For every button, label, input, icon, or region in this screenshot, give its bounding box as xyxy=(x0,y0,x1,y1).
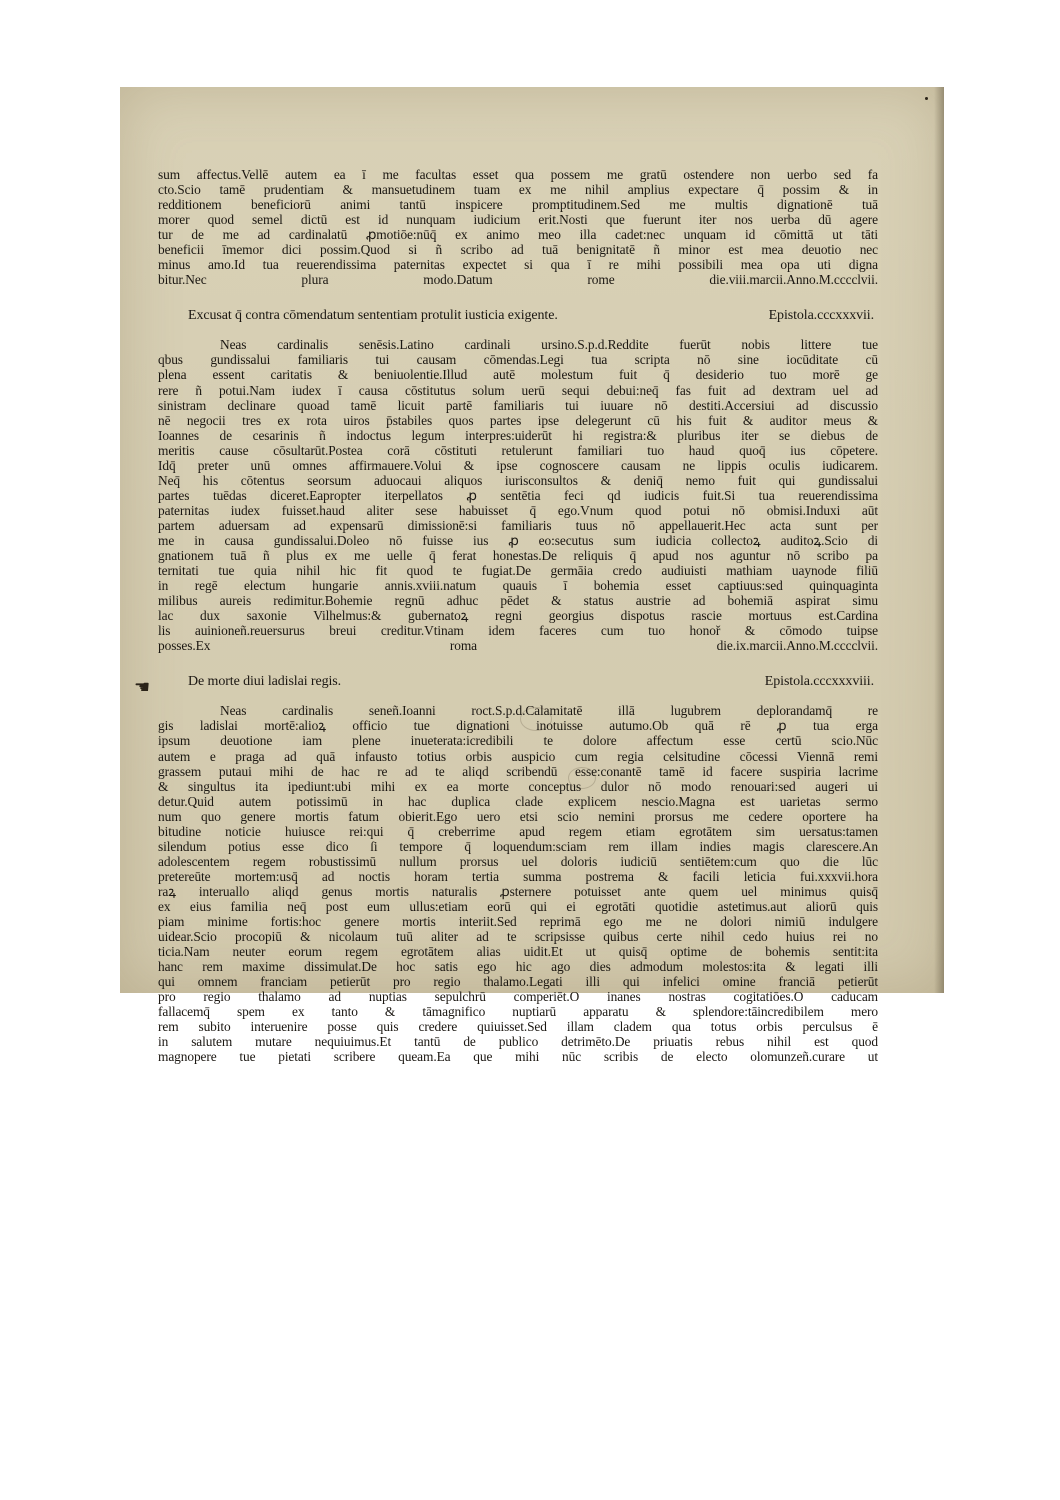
text-line: ex eius familia neq̄ post eum ullus:etiam eorū qui ei egrotāti quotidie astetimus.aut aliorū quis xyxy=(158,898,878,914)
manicule-mark: ☚ xyxy=(134,677,151,698)
text-line: bitudine noticie huiusce rei:qui q̄ creberrime apud regem etiam egrotātem sim uersatus:tamen xyxy=(158,823,878,839)
text-line: morer quod semel dictū est id nunquam iudicium erit.Nosti que fuerunt iter nos uerba dū agere xyxy=(158,212,878,228)
text-line: sinistram declinare quoad tamē licuit partē familiaris tui iuuare nō destiti.Accersiui ad discussio xyxy=(158,397,878,413)
text-line: gis ladislai mortē:alioꝝ officio tue dignationi inotuisse autumo.Ob quā rē ꝓ tua erga xyxy=(158,718,878,734)
text-line: cto.Scio tamē prudentiam & mansuetudinem tuam ex me nihil amplius expectare q̄ possim & in xyxy=(158,182,878,198)
text-line: rem subito interuenire posse quis credere quiuisset.Sed illam cladem qua totus orbis perculsus ē xyxy=(158,1019,878,1035)
epistle-337-body xyxy=(158,337,878,653)
text-line: autem e praga ad quā infausto totius orbis auspicio cum regia celsitudine cōcessi Viennā remi xyxy=(158,748,878,764)
text-line: Neq̄ his cōtentus seorsum aduocaui aliquos iurisconsultos & deniq̄ nemo fuit qui gundissalui xyxy=(158,472,878,488)
text-line: lis auinioneñ.reuersurus breui creditur.Vtinam idem faceres cum tuo honoř & cōmodo tuipse xyxy=(158,623,878,639)
text-line: meritis cause cōsultarūt.Postea corā cōstituti retulerunt familiari tuo haud quoq̄ ius cōpetere. xyxy=(158,442,878,458)
text-line: Neas cardinalis seneñ.Ioanni roct.S.p.d.Calamitatē illā lugubrem deplorandamq̄ re xyxy=(220,703,878,719)
epistle-number: Epistola.cccxxxviii. xyxy=(764,674,874,690)
text-line: gnationem tuā ñ plus ex me uelle q̄ ferat honestas.De reliquis q̄ apud nos aguntur nō scribo pa xyxy=(158,548,878,564)
text-line: ticia.Nam neuter eorum regem egrotātem alias uidit.Et ut quisq̄ optime de bohemis sentit:ita xyxy=(158,944,878,960)
text-line: ternitati tue quia nihil hic fit quod te fugiat.De germāia credo audiuisti mathiam uaynode filiū xyxy=(158,563,878,579)
text-line: beneficii īmemor dici possim.Quod si ñ scribo ad tuā benignitatē ñ minor est mea deuotio nec xyxy=(158,242,878,258)
text-line: paternitas iudex fuisset.haud aliter sese habuisset q̄ ego.Vnum quod potui nō obmisi.Induxi aūt xyxy=(158,502,878,518)
section-heading-1 xyxy=(158,295,878,323)
text-line: & singultus ita ipediunt:ubi mihi ex ea morte conceptus dulor nō modo renouari:sed augeri ui xyxy=(158,778,878,794)
text-line: uidear.Scio procopiū & nicolaum tuū aliter ad te scripsisse quibus certe nihil cedo huius rei no xyxy=(158,929,878,945)
text-line: raꝝ interuallo aliqd genus mortis naturalis ꝓsternere potuisset ante quem uel minimus quisq̄ xyxy=(158,883,878,899)
epistle-338-body xyxy=(158,703,878,1064)
text-line: partes tuēdas diceret.Eapropter iterpellatos ꝓ sentētia feci qd iudicis fuit.Si tua reuerendissima xyxy=(158,487,878,503)
text-line: pretereūte mortem:usq̄ ad noctis horam tertia summa postrema & facili leticia fui.xxxvii.hora xyxy=(158,868,878,884)
text-line: rere ñ potui.Nam iudex ī causa cōstitutus solum uerū sequi debui:neq̄ fas fuit ad dextram uel ad xyxy=(158,382,878,398)
text-line: in salutem mutare nequiuimus.Et tantū de publico detrimēto.De priuatis rebus nihil est quod xyxy=(158,1034,878,1050)
text-line: grassem putaui mihi de hac re ad te aliqd scribendū esse:conantē tamē id facere suspiria lacrime xyxy=(158,763,878,779)
section-heading-2 xyxy=(158,661,878,689)
text-line: detur.Quid autem potissimū in hac duplica clade explicem nescio.Magna est uarietas sermo xyxy=(158,793,878,809)
text-line: silendum potius esse dico ſi tempore q̄ loquendum:sciam rem illam indies magis clarescere.An xyxy=(158,838,878,854)
text-line: adolescentem regem robustissimū nullum prorsus uel doloris iudiciū sentiētem:cum quo die lūc xyxy=(158,853,878,869)
epistle-number: Epistola.cccxxxvii. xyxy=(768,308,874,324)
text-line: minus amo.Id tua reuerendissima paternitas expectet si qua ī re mihi possibili mea opa uti digna xyxy=(158,257,878,273)
text-line: me in causa gundissalui.Doleo nō fuisse ius ꝓ eo:secutus sum iudicia collectoꝝ auditoꝝ.Scio di xyxy=(158,532,878,548)
text-line: in regē electum hungarie annis.xviii.natum quauis ī bohemia esset captiuus:sed quinquaginta xyxy=(158,578,878,594)
text-line: num quo genere mortis fatum obierit.Ego uero etsi scio nemini prorsus me cedere oportere ha xyxy=(158,808,878,824)
text-line: Ioannes de cesarinis ñ indoctus legum interpres:uiderūt hi registra:& pluribus iter se diebus de xyxy=(158,427,878,443)
heading-title: Excusat q̄ contra cōmendatum sententiam protulit iusticia exigente. xyxy=(188,308,558,324)
text-line: posses.Ex roma die.ix.marcii.Anno.M.cccclvii. xyxy=(158,638,878,654)
text-line: sum affectus.Vellē autem ea ī me facultas esset qua possem me gratū ostendere non uerbo sed fa xyxy=(158,167,878,182)
text-line: magnopere tue pietati scribere queam.Ea que mihi nūc scribis de electo olomunzeñ.curare ut xyxy=(158,1049,878,1065)
text-line: piam minime fortis:hoc genere mortis interiit.Sed reprimā ego me ne dolori nimiū indulgere xyxy=(158,914,878,930)
text-line: pro regio thalamo ad nuptias sepulchrū comperiēt.O inanes nostras cogitatiōes.O caducam xyxy=(158,989,878,1005)
text-line: Neas cardinalis senēsis.Latino cardinali ursino.S.p.d.Reddite fuerūt nobis littere tue xyxy=(220,337,878,353)
text-line: Idq̄ preter unū omnes affirmauere.Volui & ipse cognoscere causam ne lippis oculis iudicarem. xyxy=(158,457,878,473)
text-line: bitur.Nec plura modo.Datum rome die.viii.marcii.Anno.M.cccclvii. xyxy=(158,272,878,288)
text-line: plena essent caritatis & beniuolentie.Illud autē molestum fuit q̄ desiderio tuo morē ge xyxy=(158,367,878,383)
ink-dot xyxy=(925,97,928,100)
text-block xyxy=(158,167,878,1064)
text-line: ipsum deuotione iam plene inueterata:icredibili te dolore affectum esse certū scio.Nūc xyxy=(158,733,878,749)
text-line: milibus aureis redimitur.Bohemie regnū adhuc pēdet & status austrie ad bohemiā aspirat simu xyxy=(158,593,878,609)
text-line: partem aduersam ad expensarū dimissionē:si familiaris tuus nō appellauerit.Hec acta sunt per xyxy=(158,517,878,533)
letter-tail-block xyxy=(158,167,878,287)
text-line: lac dux saxonie Vilhelmus:& gubernatoꝝ regni georgius dispotus rascie mortuus est.Cardina xyxy=(158,608,878,624)
text-line: nē negocii tres ex rota uiros p̄stabiles quos partes ipse delegerunt cū his fuit & auditor meus & xyxy=(158,412,878,428)
heading-title: De morte diui ladislai regis. xyxy=(188,674,342,690)
text-line: qui omnem franciam petierūt pro regio thalamo.Legati illi qui infelici omine franciā petierūt xyxy=(158,974,878,990)
text-line: fallacemq̄ spem ex tanto & tāmagnifico nuptiarū apparatu & splendore:tāincredibilem mero xyxy=(158,1004,878,1020)
scanned-page xyxy=(120,87,944,1065)
text-line: qbus gundissalui familiaris tui causam cōmendas.Legi tua scripta nō sine iocūditate cū xyxy=(158,352,878,368)
text-line: hanc rem maxime dissimulat.De hoc satis ego hic ago dies admodum molestos:ita & legati illi xyxy=(158,959,878,975)
text-line: redditionem beneficiorū animi tantū inspicere promptitudinem.Sed me multis dignationē tuā xyxy=(158,197,878,213)
text-line: tur de me ad cardinalatū ꝓmotiōe:nūq̄ ex animo meo illa cadet:nec unquam id cōmittā ut tāti xyxy=(158,227,878,243)
